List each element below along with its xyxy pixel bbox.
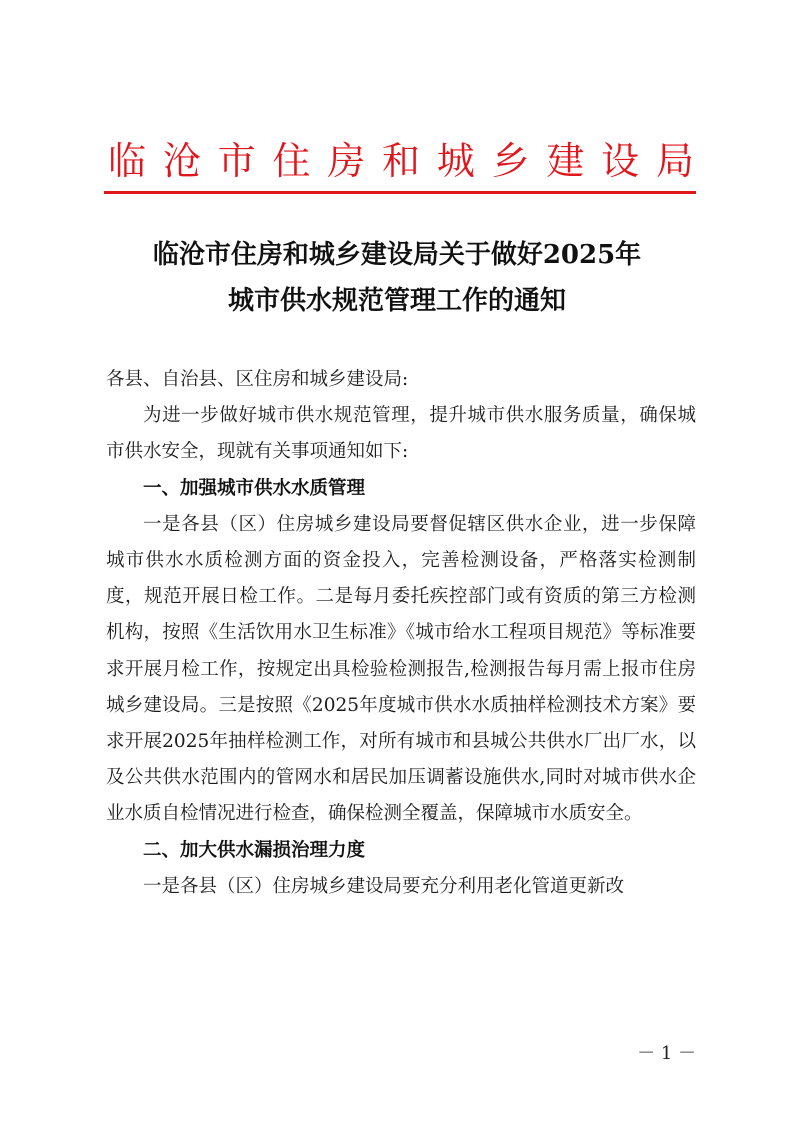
document-title — [90, 232, 704, 324]
salutation: 各县、自治县、区住房和城乡建设局: — [106, 369, 409, 390]
letterhead-title: 临沧市住房和城乡建设局 — [108, 139, 694, 183]
page-number: － 1 － — [637, 1043, 696, 1064]
section-1-heading: 一、加强城市供水水质管理 — [143, 477, 366, 499]
section-2-heading: 二、加大供水漏损治理力度 — [143, 839, 366, 861]
document-title-line-1: 临沧市住房和城乡建设局关于做好2025年 — [152, 240, 642, 270]
section-2-paragraph: 一是各县（区）住房城乡建设局要充分利用老化管道更新改 — [143, 875, 625, 897]
section-1-paragraph: 一是各县（区）住房城乡建设局要督促辖区供水企业，进一步保障城市供水水质检测方面的资金投入，完善检测设备，严格落实检测制度，规范开展日检工作。二是每月委托疾控部门或有资质的第三方检测机构，按照《生活饮用水卫生标准》《城市给水工程项目规范》等标准要求开展月检工作，按规定出具检验检测报告,检测报告每月需上报市住房城乡建设局。三是按照《2025年度城市供水水质抽样检测技术方案》要求开展2025年抽样检测工作，对所有城市和县城公共供水厂出厂水，以及公共供水范围内的管网水和居民加压调蓄设施供水,同时对城市供水企业水质自检情况进行检查，确保检测全覆盖，保障城市水质安全。 — [106, 513, 696, 825]
letterhead-divider — [104, 191, 696, 194]
intro-paragraph: 为进一步做好城市供水规范管理，提升城市供水服务质量，确保城市供水安全，现就有关事项通知如下: — [106, 405, 696, 463]
document-title-line-2: 城市供水规范管理工作的通知 — [227, 286, 566, 316]
document-body — [106, 362, 696, 905]
